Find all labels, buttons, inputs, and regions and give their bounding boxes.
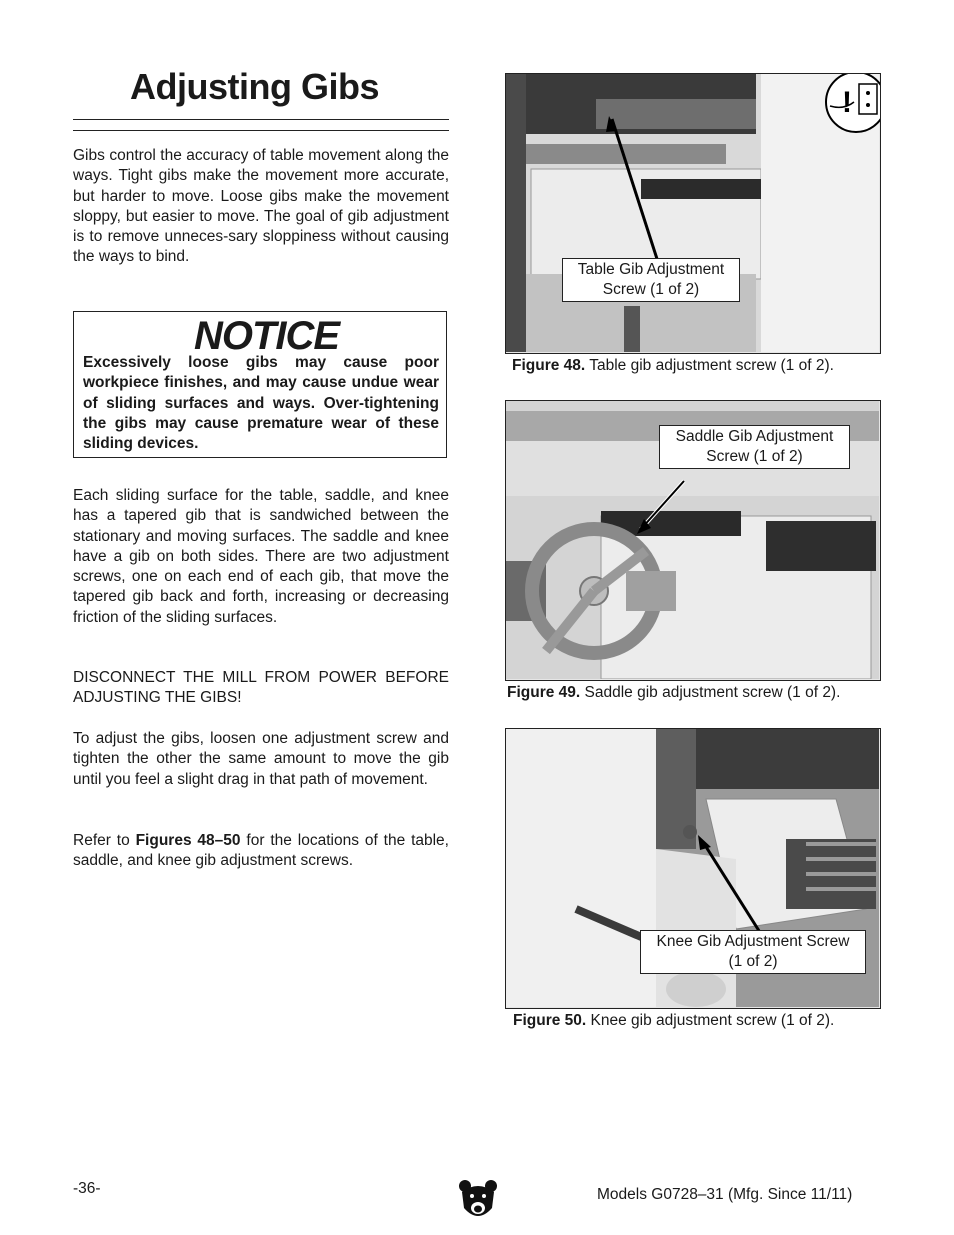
figure-48-photo [505,73,881,354]
figure-48-number: Figure 48. [512,357,586,374]
figure-49-number: Figure 49. [507,684,581,701]
notice-text: Excessively loose gibs may cause poor workpiece finishes, and may cause undue wear of sliding surfaces and ways. Over-tightening the gibs may cause premature wear of these sliding devices. [83,354,439,453]
title-rule-top [73,119,449,120]
figure-50-callout [640,930,866,974]
power-warning-icon [824,73,881,134]
disconnect-warning-paragraph: DISCONNECT THE MILL FROM POWER BEFORE ADJUSTING THE GIBS! [73,669,449,707]
sliding-surface-paragraph: Each sliding surface for the table, saddle, and knee has a tapered gib that is sandwiched between the stationary and moving surfaces. The saddle and knee have a gib on both sides. There are two adjustment screws, one on each end of each gib, that move the tapered gib back and forth, increasing or decreasing friction of the sliding surfaces. [73,487,449,626]
figure-48-callout [562,258,740,302]
refer-text-start: Refer to [73,832,136,849]
figure-50-caption-text: Knee gib adjustment screw (1 of 2). [586,1012,835,1029]
figure-50-photo [505,728,881,1009]
title-rule-bottom [73,130,449,131]
refer-figures-paragraph [73,831,449,872]
page-title: Adjusting Gibs [130,66,379,107]
notice-title: NOTICE [194,314,340,358]
figure-49-callout-line2: Screw (1 of 2) [706,448,803,465]
model-info: Models G0728–31 (Mfg. Since 11/11) [597,1186,853,1203]
figure-49-callout-line1: Saddle Gib Adjustment [675,428,834,445]
svg-text:!: ! [842,86,852,119]
refer-text-end: for the locations of the table, saddle, and knee gib adjustment screws. [73,832,449,870]
figure-50-callout-line2: (1 of 2) [728,953,778,970]
figure-49-callout [659,425,850,469]
figure-48-callout-line1: Table Gib Adjustment [577,261,725,278]
figure-50-number: Figure 50. [513,1012,587,1029]
figure-50-callout-line1: Knee Gib Adjustment Screw [656,933,850,950]
figure-50-caption [513,1012,834,1030]
figure-48-caption-text: Table gib adjustment screw (1 of 2). [585,357,834,374]
page-number: -36- [73,1180,101,1197]
figure-48-callout-line2: Screw (1 of 2) [602,281,700,298]
figure-48-caption [512,357,834,375]
bear-logo-icon [458,1178,498,1227]
refer-figures-link-text: Figures 48–50 [135,832,241,849]
notice-box [73,311,447,458]
figure-49-photo [505,400,881,681]
intro-paragraph: Gibs control the accuracy of table movement along the ways. Tight gibs make the movement more accurate, but harder to move. Loose gibs make the movement sloppy, but easier to move. The goal of gib adjustment is to remove unneces-sary sloppiness without causing the ways to bind. [73,147,449,266]
figure-49-caption [507,684,840,702]
adjust-procedure-paragraph: To adjust the gibs, loosen one adjustment screw and tighten the other the same amount to move the gib until you feel a slight drag in that path of movement. [73,730,449,788]
figure-49-caption-text: Saddle gib adjustment screw (1 of 2). [580,684,841,701]
